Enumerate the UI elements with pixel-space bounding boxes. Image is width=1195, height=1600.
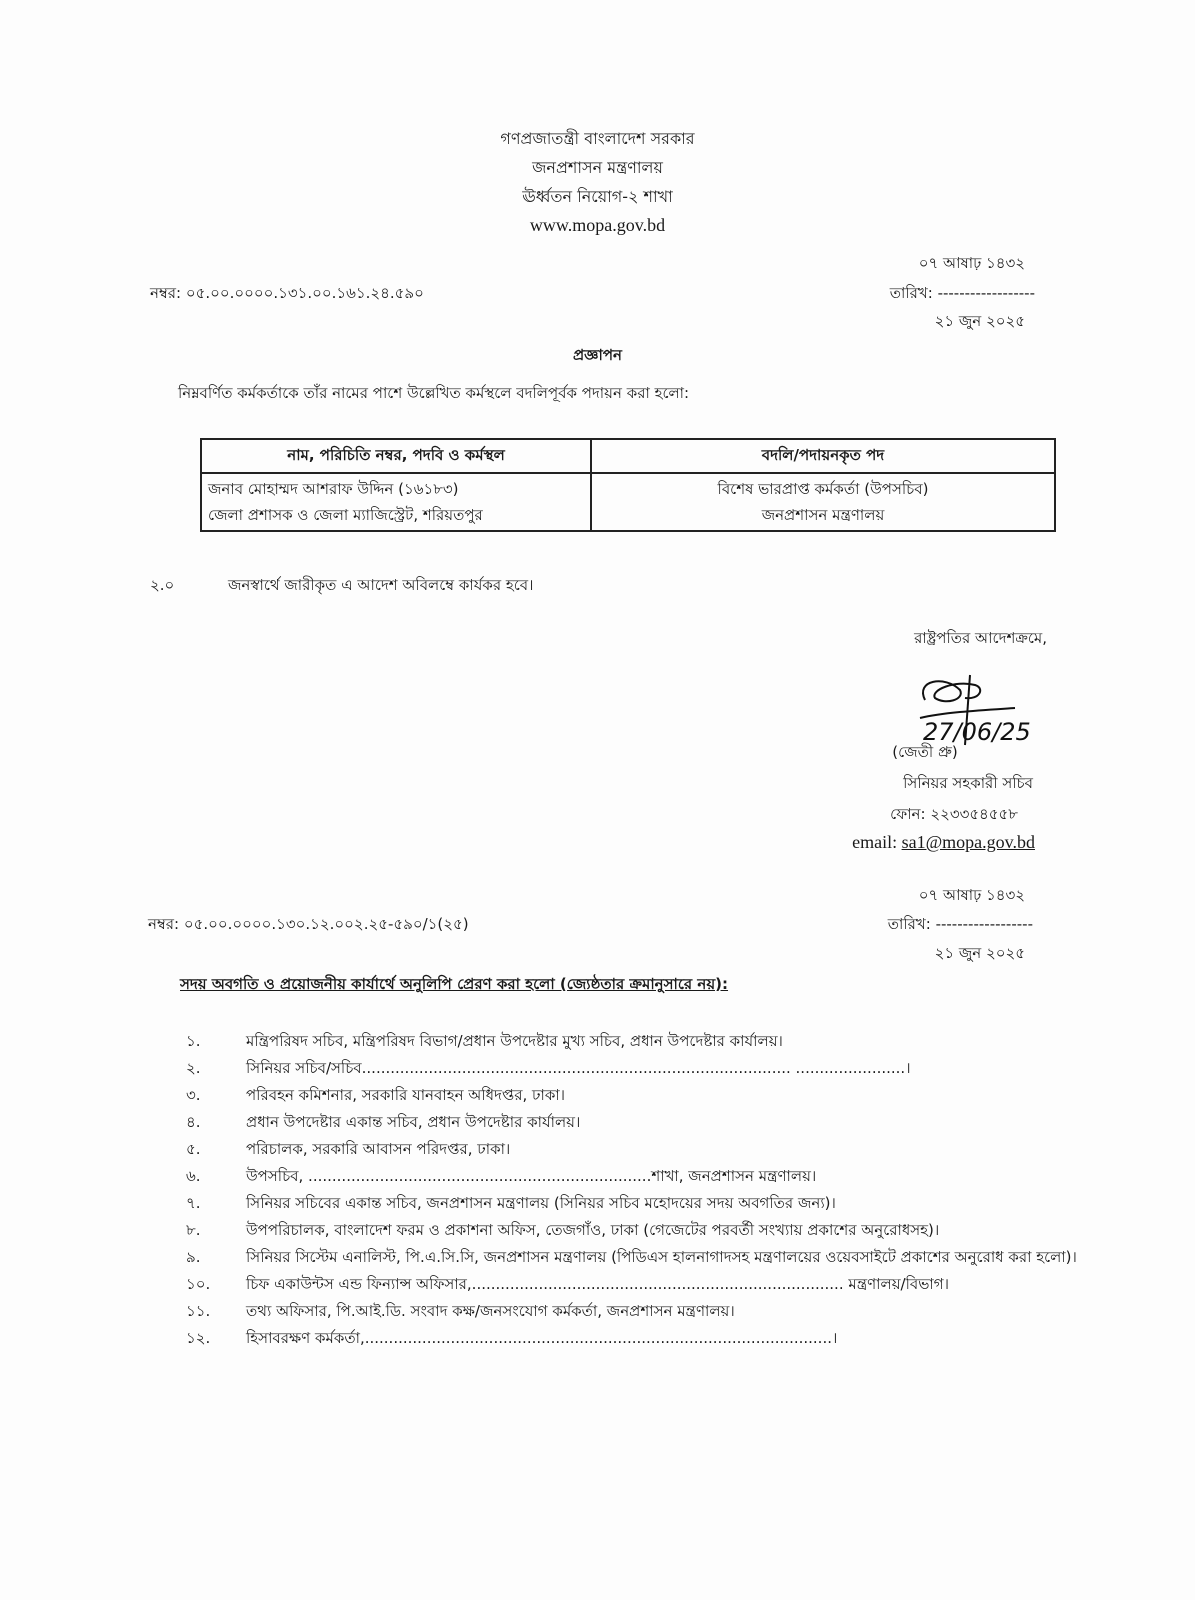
table-header-cell: নাম, পরিচিতি নম্বর, পদবি ও কর্মস্থল	[201, 439, 591, 473]
signatory-designation: সিনিয়র সহকারী সচিব	[903, 774, 1033, 792]
list-item-number: ১.	[186, 1032, 201, 1050]
branch-name: ঊর্ধ্বতন নিয়োগ-২ শাখা	[522, 187, 673, 206]
list-item	[186, 1028, 1086, 1055]
memo2-date-label: তারিখ: ------------------	[887, 915, 1033, 933]
table-row	[201, 473, 1055, 531]
list-item-number: ১২.	[186, 1329, 211, 1347]
clause2-number: ২.০	[150, 576, 175, 594]
list-item	[186, 1271, 1086, 1298]
list-item-text: উপসচিব, ........................................................................শাখা, জনপ্রশাসন মন্ত্রণালয়।	[246, 1167, 817, 1185]
distribution-list	[186, 1028, 1086, 1352]
list-item	[186, 1055, 1086, 1082]
memo1-number: নম্বর: ০৫.০০.০০০০.১৩১.০০.১৬১.২৪.৫৯০	[150, 284, 424, 302]
list-item-number: ৯.	[186, 1248, 201, 1266]
ministry-name: জনপ্রশাসন মন্ত্রণালয়	[532, 158, 663, 177]
list-item-number: ১১.	[186, 1302, 211, 1320]
list-item-text: চিফ একাউন্টস এন্ড ফিন্যান্স অফিসার,.............................................................................. মন্ত্রণালয়/বিভাগ।	[246, 1275, 949, 1293]
memo1-date-english: ২১ জুন ২০২৫	[934, 312, 1025, 330]
list-item	[186, 1244, 1086, 1271]
list-item-number: ১০.	[186, 1275, 211, 1293]
new-post-office: জনপ্রশাসন মন্ত্রণালয়	[761, 506, 885, 524]
list-item	[186, 1217, 1086, 1244]
list-item	[186, 1163, 1086, 1190]
memo2-number: নম্বর: ০৫.০০.০০০০.১৩০.১২.০০২.২৫-৫৯০/১(২৫)	[148, 915, 469, 933]
list-item-number: ৭.	[186, 1194, 201, 1212]
list-item-number: ৩.	[186, 1086, 201, 1104]
list-item-text: সিনিয়র সিস্টেম এনালিস্ট, পি.এ.সি.সি, জনপ্রশাসন মন্ত্রণালয় (পিডিএস হালনাগাদসহ মন্ত্রণালয়ের ওয়েবসাইটে প্রকাশের অনুরোধ করা হলো)।	[246, 1248, 1077, 1266]
new-post-title: বিশেষ ভারপ্রাপ্ত কর্মকর্তা (উপসচিব)	[717, 480, 929, 498]
signatory-name: (জেতী প্রু)	[892, 743, 958, 761]
list-item-number: ২.	[186, 1059, 201, 1077]
list-item-text: তথ্য অফিসার, পি.আই.ডি. সংবাদ কক্ষ/জনসংযোগ কর্মকর্তা, জনপ্রশাসন মন্ত্রণালয়।	[246, 1302, 735, 1320]
list-item-text: মন্ত্রিপরিষদ সচিব, মন্ত্রিপরিষদ বিভাগ/প্রধান উপদেষ্টার মুখ্য সচিব, প্রধান উপদেষ্টার কার্যালয়।	[246, 1032, 783, 1050]
list-item-text: সিনিয়র সচিব/সচিব.......................................................................................... .......................।	[246, 1059, 911, 1077]
signatory-email-line	[852, 832, 1035, 853]
list-item-text: উপপরিচালক, বাংলাদেশ ফরম ও প্রকাশনা অফিস, তেজগাঁও, ঢাকা (গেজেটের পরবর্তী সংখ্যায় প্রকাশের অনুরোধসহ)।	[246, 1221, 940, 1239]
list-item	[186, 1136, 1086, 1163]
list-item-number: ৪.	[186, 1113, 201, 1131]
memo1-date-bangla: ০৭ আষাঢ় ১৪৩২	[918, 254, 1025, 272]
memo1-date-label: তারিখ: ------------------	[889, 284, 1035, 302]
list-item	[186, 1082, 1086, 1109]
transfer-table	[200, 438, 1056, 532]
list-item-text: হিসাবরক্ষণ কর্মকর্তা,..................................................................................................।	[246, 1329, 838, 1347]
officer-name: জনাব মোহাম্মদ আশরাফ উদ্দিন (১৬১৮৩)	[208, 480, 459, 498]
distribution-heading: সদয় অবগতি ও প্রয়োজনীয় কার্যার্থে অনুলিপি প্রেরণ করা হলো (জ্যেষ্ঠতার ক্রমানুসারে নয়):	[180, 975, 729, 993]
notice-intro: নিম্নবর্ণিত কর্মকর্তাকে তাঁর নামের পাশে উল্লেখিত কর্মস্থলে বদলিপূর্বক পদায়ন করা হলো:	[178, 384, 690, 402]
memo2-date-english: ২১ জুন ২০২৫	[934, 944, 1025, 962]
list-item-text: সিনিয়র সচিবের একান্ত সচিব, জনপ্রশাসন মন্ত্রণালয় (সিনিয়র সচিব মহোদয়ের সদয় অবগতির জন্য)।	[246, 1194, 836, 1212]
email-link[interactable]: sa1@mopa.gov.bd	[901, 832, 1035, 852]
notice-title: প্রজ্ঞাপন	[572, 346, 623, 364]
email-label: email:	[852, 832, 902, 852]
list-item	[186, 1325, 1086, 1352]
list-item-text: পরিবহন কমিশনার, সরকারি যানবাহন অধিদপ্তর, ঢাকা।	[246, 1086, 566, 1104]
clause2-text: জনস্বার্থে জারীকৃত এ আদেশ অবিলম্বে কার্যকর হবে।	[228, 576, 534, 594]
table-cell-officer	[201, 473, 591, 531]
list-item	[186, 1190, 1086, 1217]
website-link[interactable]: www.mopa.gov.bd	[529, 215, 666, 235]
signatory-phone: ফোন: ২২৩৩৫৪৫৫৮	[890, 805, 1018, 823]
list-item-number: ৫.	[186, 1140, 201, 1158]
list-item-number: ৬.	[186, 1167, 201, 1185]
officer-current-post: জেলা প্রশাসক ও জেলা ম্যাজিস্ট্রেট, শরিয়তপুর	[208, 506, 483, 524]
list-item-number: ৮.	[186, 1221, 201, 1239]
table-header-cell: বদলি/পদায়নকৃত পদ	[591, 439, 1055, 473]
list-item	[186, 1109, 1086, 1136]
table-header-row	[201, 439, 1055, 473]
memo2-date-bangla: ০৭ আষাঢ় ১৪৩২	[918, 886, 1025, 904]
by-order-of-president: রাষ্ট্রপতির আদেশক্রমে,	[914, 629, 1047, 647]
list-item	[186, 1298, 1086, 1325]
list-item-text: পরিচালক, সরকারি আবাসন পরিদপ্তর, ঢাকা।	[246, 1140, 511, 1158]
list-item-text: প্রধান উপদেষ্টার একান্ত সচিব, প্রধান উপদেষ্টার কার্যালয়।	[246, 1113, 581, 1131]
govt-name: গণপ্রজাতন্ত্রী বাংলাদেশ সরকার	[500, 129, 695, 148]
signature-date: 27/06/25	[923, 718, 1031, 746]
table-cell-new-post	[591, 473, 1055, 531]
